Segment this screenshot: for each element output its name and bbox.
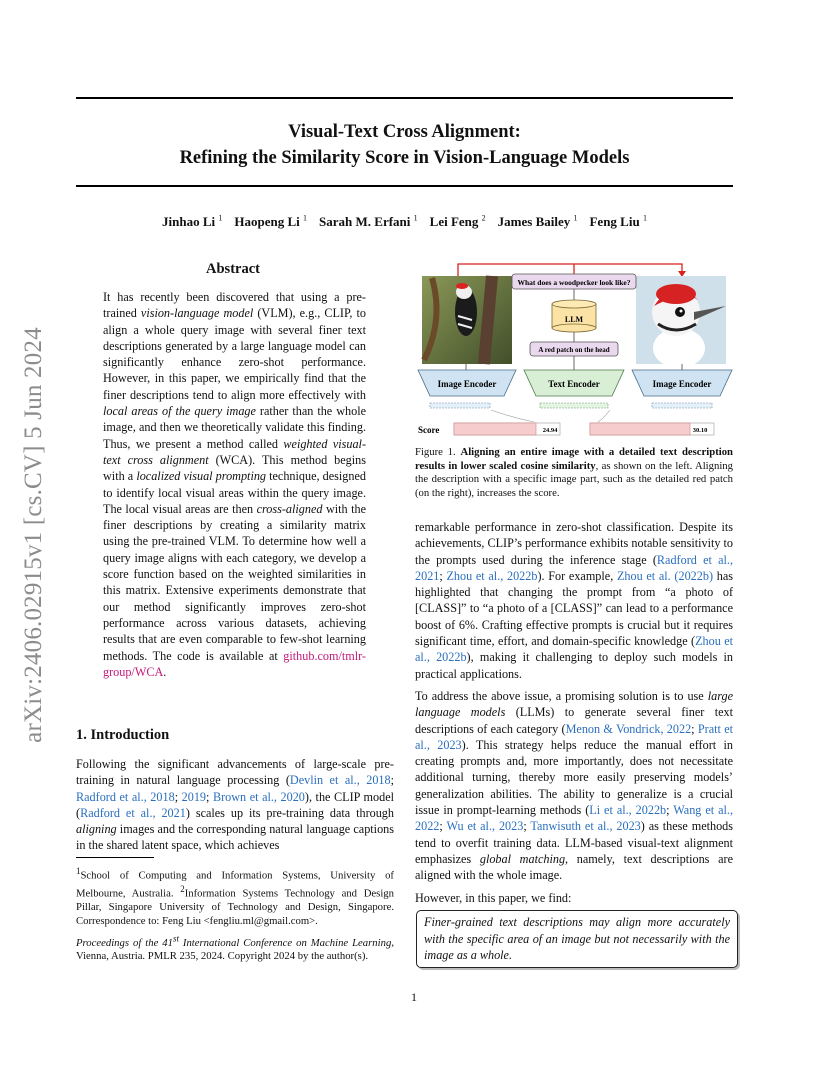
score-right-value: 30.10 <box>692 427 708 434</box>
paper-title: Visual-Text Cross Alignment: Refining the Similarity Score in Vision-Language Models <box>179 122 630 168</box>
figure-diagram <box>414 260 734 440</box>
arxiv-stamp: arXiv:2406.02915v1 [cs.CV] 5 Jun 2024 <box>20 327 47 743</box>
llm-output-text: A red patch on the head <box>538 346 610 354</box>
author-list <box>76 214 733 230</box>
author-name: Jinhao Li $^1$ <box>162 214 223 230</box>
image-encoder-right-label: Image Encoder <box>652 379 712 389</box>
right-transition: However, in this paper, we find: <box>415 891 572 905</box>
author-name: Haopeng Li $^1$ <box>234 214 308 230</box>
author-name: James Bailey $^1$ <box>497 214 578 230</box>
figure-1 <box>414 260 734 440</box>
image-encoder-left-label: Image Encoder <box>437 379 497 389</box>
right-paragraph-2: To address the above issue, a promising solution is to use large language models (LLMs) to generate several finer text descriptions of each category (Menon & Vondrick, 2022; Pratt et al., 2023). This strategy helps reduce the manual effort in creating prompts and, more importantly, does not necessitate additional turning, thereby more easily preserving models’ generalization abilities. The ability to generalize is a crucial issue in prompt-learning methods (Li et al., 2022b; Wang et al., 2022; Wu et al., 2023; Tanwisuth et al., 2023) as these methods tend to overfit training data. LLM-based visual-text alignment emphasizes global matching, namely, text descriptions are aligned with the whole image. <box>415 689 734 883</box>
page-number: 1 <box>411 990 417 1004</box>
intro-body: Following the significant advancements of large-scale pre-training in natural language processing (Devlin et al., 2018; Radford et al., 2018; 2019; Brown et al., 2020), the CLIP model (Radford et al., 2021) scales up its pre-training data through aligning images and the corresponding natural language captions in the shared latent space, which achieves <box>76 757 394 853</box>
text-encoder-label: Text Encoder <box>548 379 600 389</box>
right-paragraph-1: remarkable performance in zero-shot classification. Despite its achievements, CLIP’s performance exhibits notable sensitivity to the prompts used during the inference stage (Radford et al., 2021; Zhou et al., 2022b). For example, Zhou et al. (2022b) has highlighted that changing the prompt from “a photo of [CLASS]” to “a photo of a [CLASS]” can lead to a performance boost of 6%. Crafting effective prompts is crucial but it requires significant time, effort, and domain-specific knowledge (Zhou et al., 2022b), making it challenging to deploy such models in practical applications. <box>415 520 733 681</box>
score-left-value: 24.94 <box>542 427 558 434</box>
footnote-proceedings: Proceedings of the 41st International Conference on Machine Learning, Vienna, Austria. PMLR 235, 2024. Copyright 2024 by the author(s). <box>76 933 394 963</box>
author-name: Lei Feng $^2$ <box>429 214 486 230</box>
title-bottom-rule <box>76 185 733 187</box>
intro-heading: 1. Introduction <box>76 727 170 743</box>
footnote-affiliations: $^1$School of Computing and Information Systems, University of Melbourne, Australia. $^2$Information Systems Technology and Design Pillar, Singapore University of Technology and Design, Singapore. Correspondence to: Feng Liu <fengliu.ml@gmail.com>. <box>76 866 394 927</box>
prompt-text: What does a woodpecker look like? <box>517 278 631 287</box>
abstract-heading: Abstract <box>206 261 260 277</box>
woodpecker-photo-left <box>422 276 512 364</box>
figure-caption: Figure 1. Aligning an entire image with a detailed text description results in lower scaled cosine similarity, as shown on the left. Aligning the description with a specific image part, such as the detailed red patch (on the right), increases the score. <box>415 446 734 499</box>
key-finding-box: Finer-grained text descriptions may align more accurately with the specific area of an image but not necessarily with the image as a whole. <box>416 910 738 968</box>
score-label: Score <box>418 425 440 435</box>
feature-vectors <box>430 403 712 408</box>
author-name: Feng Liu $^1$ <box>589 214 647 230</box>
code-link[interactable]: github.com/tmlr-group/WCA <box>103 648 366 679</box>
author-name: Sarah M. Erfani $^1$ <box>319 214 418 230</box>
abstract-body: It has recently been discovered that using a pre-trained vision-language model (VLM), e.g., CLIP, to align a whole query image with several finer text descriptions generated by a large language model can significantly enhance zero-shot performance. However, in this paper, we empirically find that the finer descriptions tend to align more effectively with local areas of the query image rather than the whole image, and then we theoretically validate this finding. Thus, we present a method called weighted visual-text cross alignment (WCA). This method begins with a localized visual prompting technique, designed to identify local visual areas within the query image. The local visual areas are then cross-aligned with the finer descriptions by creating a similarity matrix using the pre-trained VLM. To determine how well a query image aligns with each category, we develop a score function based on the weighted similarities in this matrix. Extensive experiments demonstrate that our method significantly improves zero-shot performance across various datasets, achieving results that are even comparable to few-shot learning methods. The code is available at github.com/tmlr-group/WCA. <box>103 290 367 679</box>
llm-label: LLM <box>564 315 584 324</box>
woodpecker-illustration-right <box>636 276 726 368</box>
top-rule <box>76 97 733 99</box>
footnote-rule <box>76 857 154 858</box>
